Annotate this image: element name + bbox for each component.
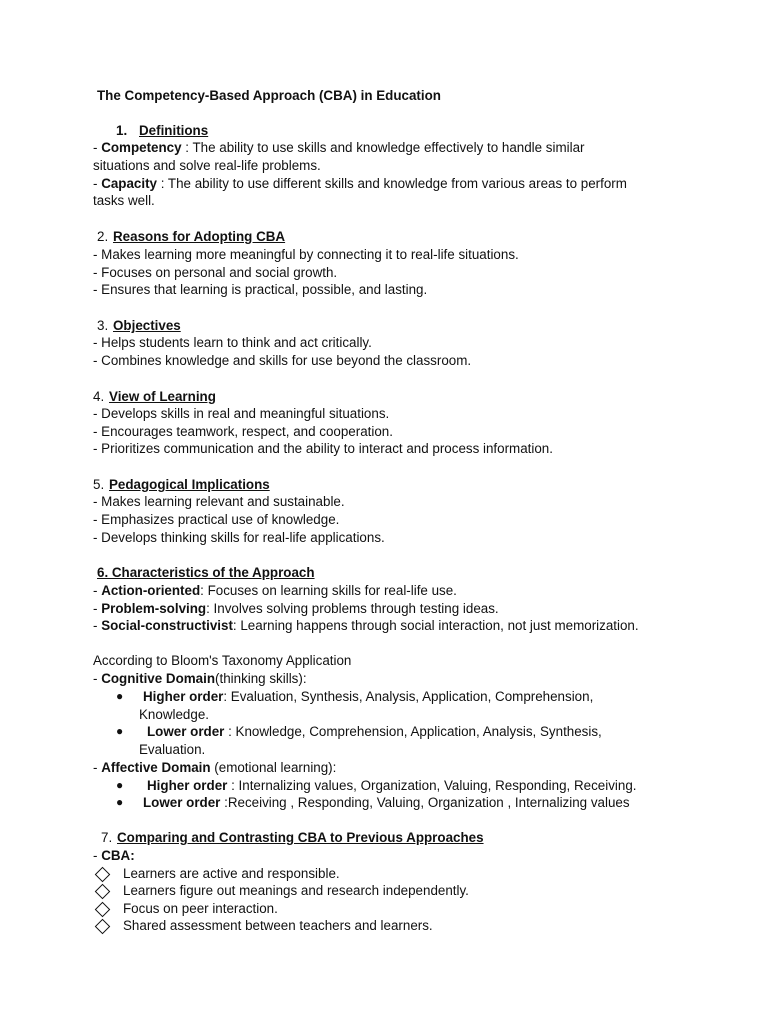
cognitive-domain: - Cognitive Domain(thinking skills): (93, 671, 307, 686)
term: Higher order (143, 689, 224, 704)
list-item: Focus on peer interaction. (123, 901, 278, 916)
bullet-icon: ● (116, 724, 124, 738)
document-title: The Competency-Based Approach (CBA) in Education (97, 88, 441, 103)
section-1-heading: Definitions (139, 123, 209, 138)
cognitive-lower-order-cont: Evaluation. (139, 742, 206, 757)
list-item: - Emphasizes practical use of knowledge. (93, 512, 340, 527)
section-4-heading: View of Learning (109, 389, 216, 404)
term: CBA: (101, 848, 135, 863)
section-2-number: 2. (97, 229, 109, 244)
characteristic-item: - Action-oriented: Focuses on learning skills for real-life use. (93, 583, 457, 598)
section-7-number: 7. (101, 830, 113, 845)
list-item: - Combines knowledge and skills for use beyond the classroom. (93, 353, 472, 368)
term: Capacity (101, 176, 158, 191)
diamond-icon (95, 902, 111, 918)
term: Lower order (147, 724, 225, 739)
definition-competency: - Competency : The ability to use skills and knowledge effectively to handle similar (93, 140, 585, 155)
term: Higher order (147, 778, 228, 793)
definition-capacity-cont: tasks well. (93, 193, 155, 208)
bullet-icon: ● (116, 778, 124, 792)
characteristic-item: - Social-constructivist: Learning happens through social interaction, not just memorization. (93, 618, 639, 633)
section-5-number: 5. (93, 477, 105, 492)
section-2-heading: Reasons for Adopting CBA (113, 229, 286, 244)
definition-capacity: - Capacity : The ability to use different skills and knowledge from various areas to perform (93, 176, 627, 191)
bullet-icon: ● (116, 795, 124, 809)
section-4-number: 4. (93, 389, 105, 404)
characteristic-item: - Problem-solving: Involves solving problems through testing ideas. (93, 601, 499, 616)
cognitive-higher-order: Higher order: Evaluation, Synthesis, Analysis, Application, Comprehension, (143, 689, 594, 704)
list-item: - Helps students learn to think and act critically. (93, 335, 372, 350)
section-7-heading: Comparing and Contrasting CBA to Previous Approaches (117, 830, 484, 845)
term: Cognitive Domain (101, 671, 216, 686)
bullet-icon: ● (116, 689, 124, 703)
list-item: Learners are active and responsible. (123, 866, 340, 881)
affective-higher-order: Higher order : Internalizing values, Organization, Valuing, Responding, Receiving. (147, 778, 637, 793)
list-item: - Makes learning relevant and sustainable. (93, 494, 345, 509)
list-item: - Encourages teamwork, respect, and cooperation. (93, 424, 393, 439)
diamond-icon (95, 867, 111, 883)
term: Social-constructivist (101, 618, 233, 633)
bloom-intro: According to Bloom's Taxonomy Application (93, 653, 352, 668)
cba-label: - CBA: (93, 848, 135, 863)
list-item: - Makes learning more meaningful by connecting it to real-life situations. (93, 247, 519, 262)
term: Action-oriented (101, 583, 201, 598)
list-item: Learners figure out meanings and research independently. (123, 883, 469, 898)
section-5-heading: Pedagogical Implications (109, 477, 270, 492)
section-6-heading: 6. Characteristics of the Approach (97, 565, 315, 580)
list-item: - Develops thinking skills for real-life applications. (93, 530, 385, 545)
section-1-number: 1. (116, 123, 128, 138)
section-3-heading: Objectives (113, 318, 181, 333)
term: Affective Domain (101, 760, 211, 775)
list-item: - Ensures that learning is practical, possible, and lasting. (93, 282, 428, 297)
list-item: - Focuses on personal and social growth. (93, 265, 338, 280)
term: Competency (101, 140, 182, 155)
term: Lower order (143, 795, 221, 810)
affective-domain: - Affective Domain (emotional learning): (93, 760, 337, 775)
diamond-icon (95, 919, 111, 935)
affective-lower-order: Lower order :Receiving , Responding, Valuing, Organization , Internalizing values (143, 795, 630, 810)
list-item: - Prioritizes communication and the ability to interact and process information. (93, 441, 553, 456)
term: Problem-solving (101, 601, 207, 616)
section-3-number: 3. (97, 318, 109, 333)
definition-competency-cont: situations and solve real-life problems. (93, 158, 321, 173)
list-item: - Develops skills in real and meaningful situations. (93, 406, 390, 421)
list-item: Shared assessment between teachers and learners. (123, 918, 433, 933)
cognitive-higher-order-cont: Knowledge. (139, 707, 209, 722)
diamond-icon (95, 884, 111, 900)
cognitive-lower-order: Lower order : Knowledge, Comprehension, Application, Analysis, Synthesis, (147, 724, 602, 739)
